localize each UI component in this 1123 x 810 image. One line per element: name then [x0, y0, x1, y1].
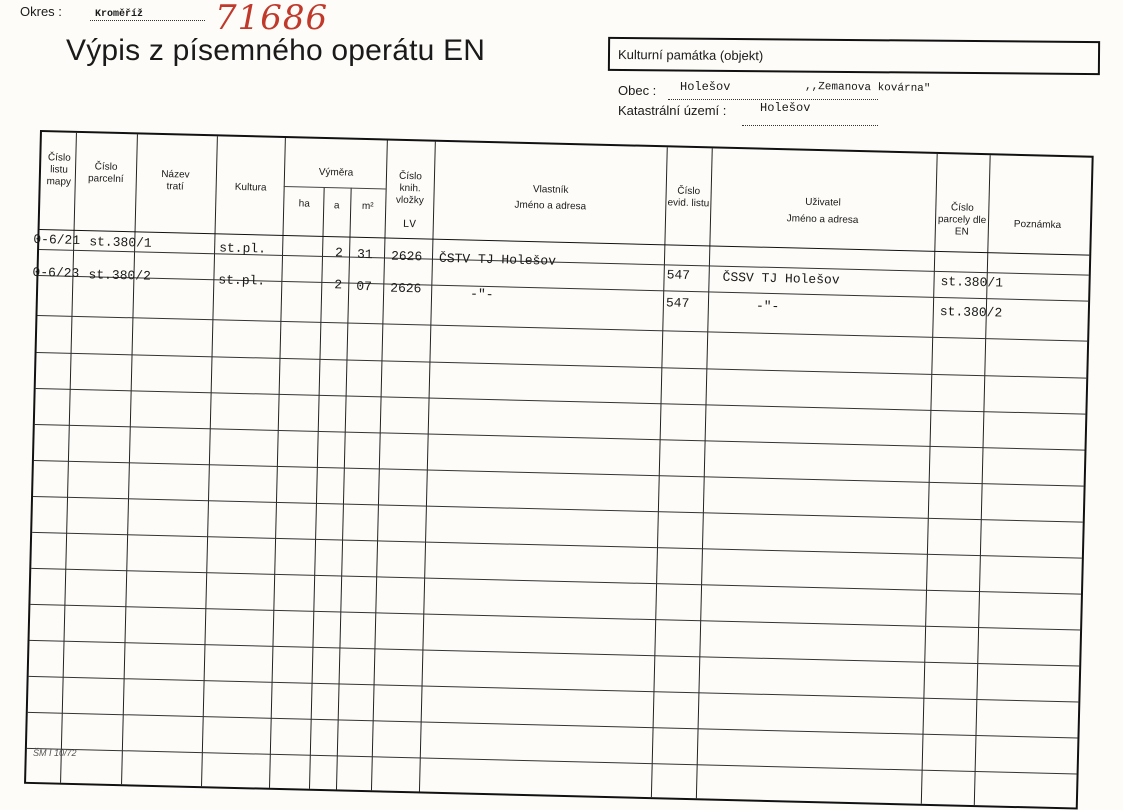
footer-code: ŠM I 10/72: [33, 748, 77, 758]
header-poznamka: Poznámka: [1013, 218, 1062, 231]
row-line: [32, 532, 1082, 559]
cell-parcela: st.380/2: [88, 267, 152, 284]
header-cislo-listu: Číslo listu mapy: [46, 152, 72, 188]
cell-parcela: st.380/1: [89, 234, 152, 251]
header-m2: m²: [361, 200, 374, 213]
header-vlastnik: Vlastník: [532, 184, 569, 196]
cell-m2: 31: [356, 246, 373, 263]
cell-vlozka: 2626: [390, 280, 422, 297]
row-line: [28, 712, 1078, 739]
monument-name-value: ,,Zemanova kovárna": [804, 80, 931, 96]
records-table: [24, 130, 1094, 810]
row-line: [27, 748, 1077, 775]
header-vymera: Výměra: [318, 166, 354, 179]
row-line: [34, 460, 1084, 487]
row-line: [29, 676, 1079, 703]
row-line: [30, 640, 1080, 667]
katastr-label: Katastrální území :: [618, 103, 727, 118]
header-uzivatel-sub: Jméno a adresa: [786, 213, 859, 227]
header-kultura: Kultura: [234, 181, 267, 194]
okres-label: Okres :: [20, 4, 62, 19]
katastr-dotted-line: [742, 117, 878, 126]
row-line: [33, 496, 1083, 523]
row-line: [30, 604, 1080, 631]
handwritten-doc-number: 71686: [215, 0, 329, 38]
header-nazev-trati: Název tratí: [161, 168, 190, 193]
vymera-divider: [284, 186, 386, 189]
cell-vlastnik: ČSTV TJ Holešov: [438, 250, 557, 269]
row-line: [36, 388, 1086, 415]
cell-evid: 547: [666, 267, 691, 283]
header-a: a: [333, 200, 340, 212]
cell-uzivatel: ČSSV TJ Holešov: [722, 269, 840, 288]
header-cislo-parcelni: Číslo parcelní: [87, 161, 124, 186]
katastr-value: Holešov: [760, 101, 811, 115]
header-vlastnik-sub: Jméno a adresa: [514, 199, 587, 213]
header-uzivatel: Uživatel: [805, 196, 841, 209]
header-lv: LV: [402, 218, 417, 232]
cell-list: 0-6/23: [32, 264, 80, 282]
okres-value: Kroměříž: [95, 9, 144, 20]
cell-evid: 547: [665, 295, 690, 311]
header-ha: ha: [298, 198, 310, 210]
cell-uzivatel: -"-: [755, 298, 780, 315]
monument-label: Kulturní památka (objekt): [617, 46, 764, 64]
header-cislo-evid: Číslo evid. listu: [667, 185, 710, 210]
header-cislo-knih: Číslo knih. vložky: [395, 170, 424, 207]
obec-value: Holešov: [680, 80, 731, 94]
cell-vlastnik: -"-: [469, 286, 494, 303]
cell-parcela-en: st.380/1: [940, 274, 1004, 291]
cell-kultura: st.pl.: [218, 272, 266, 289]
cell-a: 2: [334, 245, 344, 261]
cell-vlozka: 2626: [390, 248, 423, 265]
cell-m2: 07: [356, 278, 373, 295]
row-line: [38, 275, 1088, 302]
row-line: [37, 315, 1087, 342]
header-cislo-parcely-en: Číslo parcely dle EN: [937, 202, 987, 238]
page-title: Výpis z písemného operátu EN: [66, 34, 486, 67]
row-line: [31, 568, 1081, 595]
row-line: [37, 352, 1087, 379]
column-divider: [309, 187, 325, 789]
header-divider: [40, 229, 1090, 256]
cell-kultura: st.pl.: [218, 240, 267, 257]
cell-parcela-en: st.380/2: [939, 304, 1003, 321]
cell-a: 2: [334, 277, 343, 293]
obec-label: Obec :: [618, 83, 657, 98]
monument-box: [608, 37, 1100, 75]
row-line: [35, 424, 1085, 451]
cell-list: 0-6/21: [33, 231, 81, 249]
